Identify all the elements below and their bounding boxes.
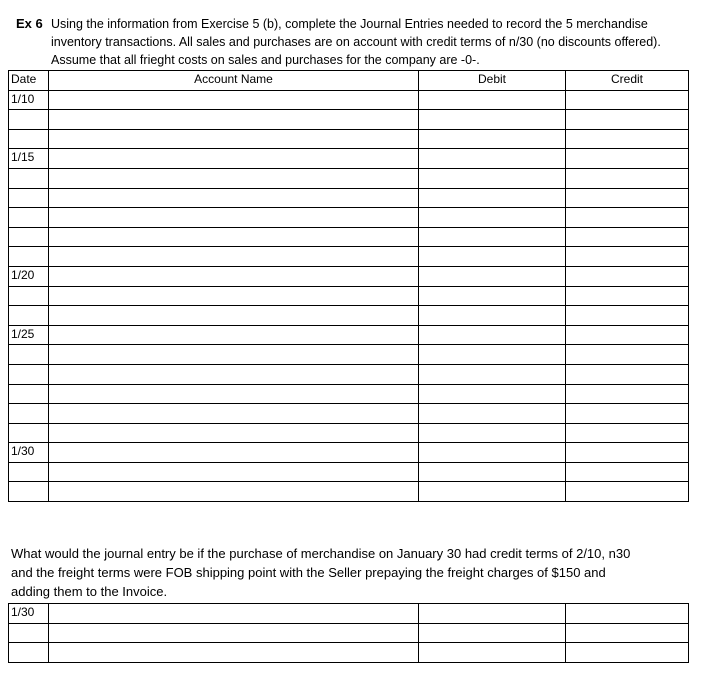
journal-row [9, 345, 689, 365]
instruction-line: inventory transactions. All sales and purchases are on account with credit terms of n/30 (no discounts offered). [51, 35, 661, 49]
journal-row [9, 404, 689, 424]
date-cell[interactable] [9, 208, 49, 228]
account-name-cell[interactable] [49, 110, 419, 130]
credit-cell[interactable] [566, 188, 689, 208]
journal-table [8, 70, 689, 502]
date-cell[interactable]: 1/20 [9, 266, 49, 286]
date-cell[interactable] [9, 364, 49, 384]
credit-cell[interactable] [566, 443, 689, 463]
debit-cell[interactable] [419, 643, 566, 663]
debit-cell[interactable] [419, 384, 566, 404]
date-cell[interactable] [9, 482, 49, 502]
credit-cell[interactable] [566, 604, 689, 624]
credit-cell[interactable] [566, 462, 689, 482]
account-name-cell[interactable] [49, 364, 419, 384]
credit-cell[interactable] [566, 227, 689, 247]
journal-row [9, 384, 689, 404]
account-name-cell[interactable] [49, 306, 419, 326]
account-name-cell[interactable] [49, 168, 419, 188]
date-cell[interactable] [9, 227, 49, 247]
debit-header: Debit [419, 71, 566, 91]
debit-cell[interactable] [419, 266, 566, 286]
journal-row [9, 643, 689, 663]
credit-cell[interactable] [566, 404, 689, 424]
journal-row [9, 462, 689, 482]
journal-row [9, 443, 689, 463]
debit-cell[interactable] [419, 325, 566, 345]
account-name-cell[interactable] [49, 266, 419, 286]
credit-cell[interactable] [566, 90, 689, 110]
credit-cell[interactable] [566, 643, 689, 663]
account-name-cell[interactable] [49, 149, 419, 169]
date-cell[interactable]: 1/25 [9, 325, 49, 345]
account-name-cell[interactable] [49, 623, 419, 643]
date-cell[interactable] [9, 423, 49, 443]
debit-cell[interactable] [419, 423, 566, 443]
instructions [51, 15, 701, 69]
credit-cell[interactable] [566, 266, 689, 286]
journal-row [9, 266, 689, 286]
journal-header-row [9, 71, 689, 91]
followup-table [8, 603, 689, 663]
journal-row [9, 482, 689, 502]
instruction-line: Assume that all frieght costs on sales and purchases for the company are -0-. [51, 53, 480, 67]
journal-row [9, 247, 689, 267]
account-name-cell[interactable] [49, 129, 419, 149]
credit-cell[interactable] [566, 168, 689, 188]
account-name-cell[interactable] [49, 286, 419, 306]
debit-cell[interactable] [419, 364, 566, 384]
debit-cell[interactable] [419, 462, 566, 482]
date-cell[interactable] [9, 286, 49, 306]
date-cell[interactable] [9, 168, 49, 188]
credit-cell[interactable] [566, 306, 689, 326]
credit-cell[interactable] [566, 325, 689, 345]
date-cell[interactable] [9, 462, 49, 482]
journal-row [9, 286, 689, 306]
date-cell[interactable]: 1/10 [9, 90, 49, 110]
date-cell[interactable]: 1/30 [9, 604, 49, 624]
account-name-cell[interactable] [49, 188, 419, 208]
date-cell[interactable]: 1/30 [9, 443, 49, 463]
debit-cell[interactable] [419, 623, 566, 643]
credit-cell[interactable] [566, 149, 689, 169]
journal-row [9, 168, 689, 188]
credit-cell[interactable] [566, 110, 689, 130]
debit-cell[interactable] [419, 208, 566, 228]
credit-cell[interactable] [566, 208, 689, 228]
exercise-label: Ex 6 [16, 16, 43, 31]
debit-cell[interactable] [419, 188, 566, 208]
account-name-cell[interactable] [49, 384, 419, 404]
debit-cell[interactable] [419, 149, 566, 169]
date-header: Date [9, 71, 49, 91]
credit-cell[interactable] [566, 129, 689, 149]
credit-cell[interactable] [566, 247, 689, 267]
account-name-cell[interactable] [49, 90, 419, 110]
date-cell[interactable]: 1/15 [9, 149, 49, 169]
journal-row [9, 90, 689, 110]
debit-cell[interactable] [419, 306, 566, 326]
debit-cell[interactable] [419, 168, 566, 188]
credit-cell[interactable] [566, 384, 689, 404]
journal-row [9, 110, 689, 130]
account-name-header: Account Name [49, 71, 419, 91]
account-name-cell[interactable] [49, 227, 419, 247]
date-cell[interactable] [9, 247, 49, 267]
date-cell[interactable] [9, 623, 49, 643]
account-name-cell[interactable] [49, 482, 419, 502]
journal-row [9, 623, 689, 643]
journal-row [9, 188, 689, 208]
journal-row [9, 306, 689, 326]
account-name-cell[interactable] [49, 423, 419, 443]
account-name-cell[interactable] [49, 208, 419, 228]
credit-cell[interactable] [566, 423, 689, 443]
account-name-cell[interactable] [49, 247, 419, 267]
question-line: What would the journal entry be if the purchase of merchandise on January 30 had credit terms of 2/10, n30 [11, 546, 631, 561]
journal-row [9, 604, 689, 624]
account-name-cell[interactable] [49, 404, 419, 424]
debit-cell[interactable] [419, 404, 566, 424]
debit-cell[interactable] [419, 482, 566, 502]
question-line: adding them to the Invoice. [11, 584, 168, 599]
journal-row [9, 149, 689, 169]
date-cell[interactable] [9, 306, 49, 326]
account-name-cell[interactable] [49, 604, 419, 624]
debit-cell[interactable] [419, 227, 566, 247]
journal-row [9, 129, 689, 149]
journal-row [9, 325, 689, 345]
journal-row [9, 423, 689, 443]
account-name-cell[interactable] [49, 462, 419, 482]
debit-cell[interactable] [419, 604, 566, 624]
credit-cell[interactable] [566, 364, 689, 384]
credit-header: Credit [566, 71, 689, 91]
account-name-cell[interactable] [49, 325, 419, 345]
instruction-line: Using the information from Exercise 5 (b), complete the Journal Entries needed to record the 5 merchandise [51, 17, 648, 31]
date-cell[interactable] [9, 188, 49, 208]
question-line: and the freight terms were FOB shipping point with the Seller prepaying the freight charges of $150 and [11, 565, 606, 580]
date-cell[interactable] [9, 110, 49, 130]
credit-cell[interactable] [566, 286, 689, 306]
debit-cell[interactable] [419, 129, 566, 149]
followup-question [11, 544, 701, 601]
credit-cell[interactable] [566, 345, 689, 365]
date-cell[interactable] [9, 404, 49, 424]
credit-cell[interactable] [566, 623, 689, 643]
account-name-cell[interactable] [49, 643, 419, 663]
account-name-cell[interactable] [49, 345, 419, 365]
journal-row [9, 364, 689, 384]
debit-cell[interactable] [419, 110, 566, 130]
debit-cell[interactable] [419, 247, 566, 267]
date-cell[interactable] [9, 643, 49, 663]
credit-cell[interactable] [566, 482, 689, 502]
debit-cell[interactable] [419, 90, 566, 110]
date-cell[interactable] [9, 129, 49, 149]
journal-row [9, 227, 689, 247]
debit-cell[interactable] [419, 443, 566, 463]
date-cell[interactable] [9, 345, 49, 365]
debit-cell[interactable] [419, 345, 566, 365]
journal-row [9, 208, 689, 228]
date-cell[interactable] [9, 384, 49, 404]
debit-cell[interactable] [419, 286, 566, 306]
account-name-cell[interactable] [49, 443, 419, 463]
